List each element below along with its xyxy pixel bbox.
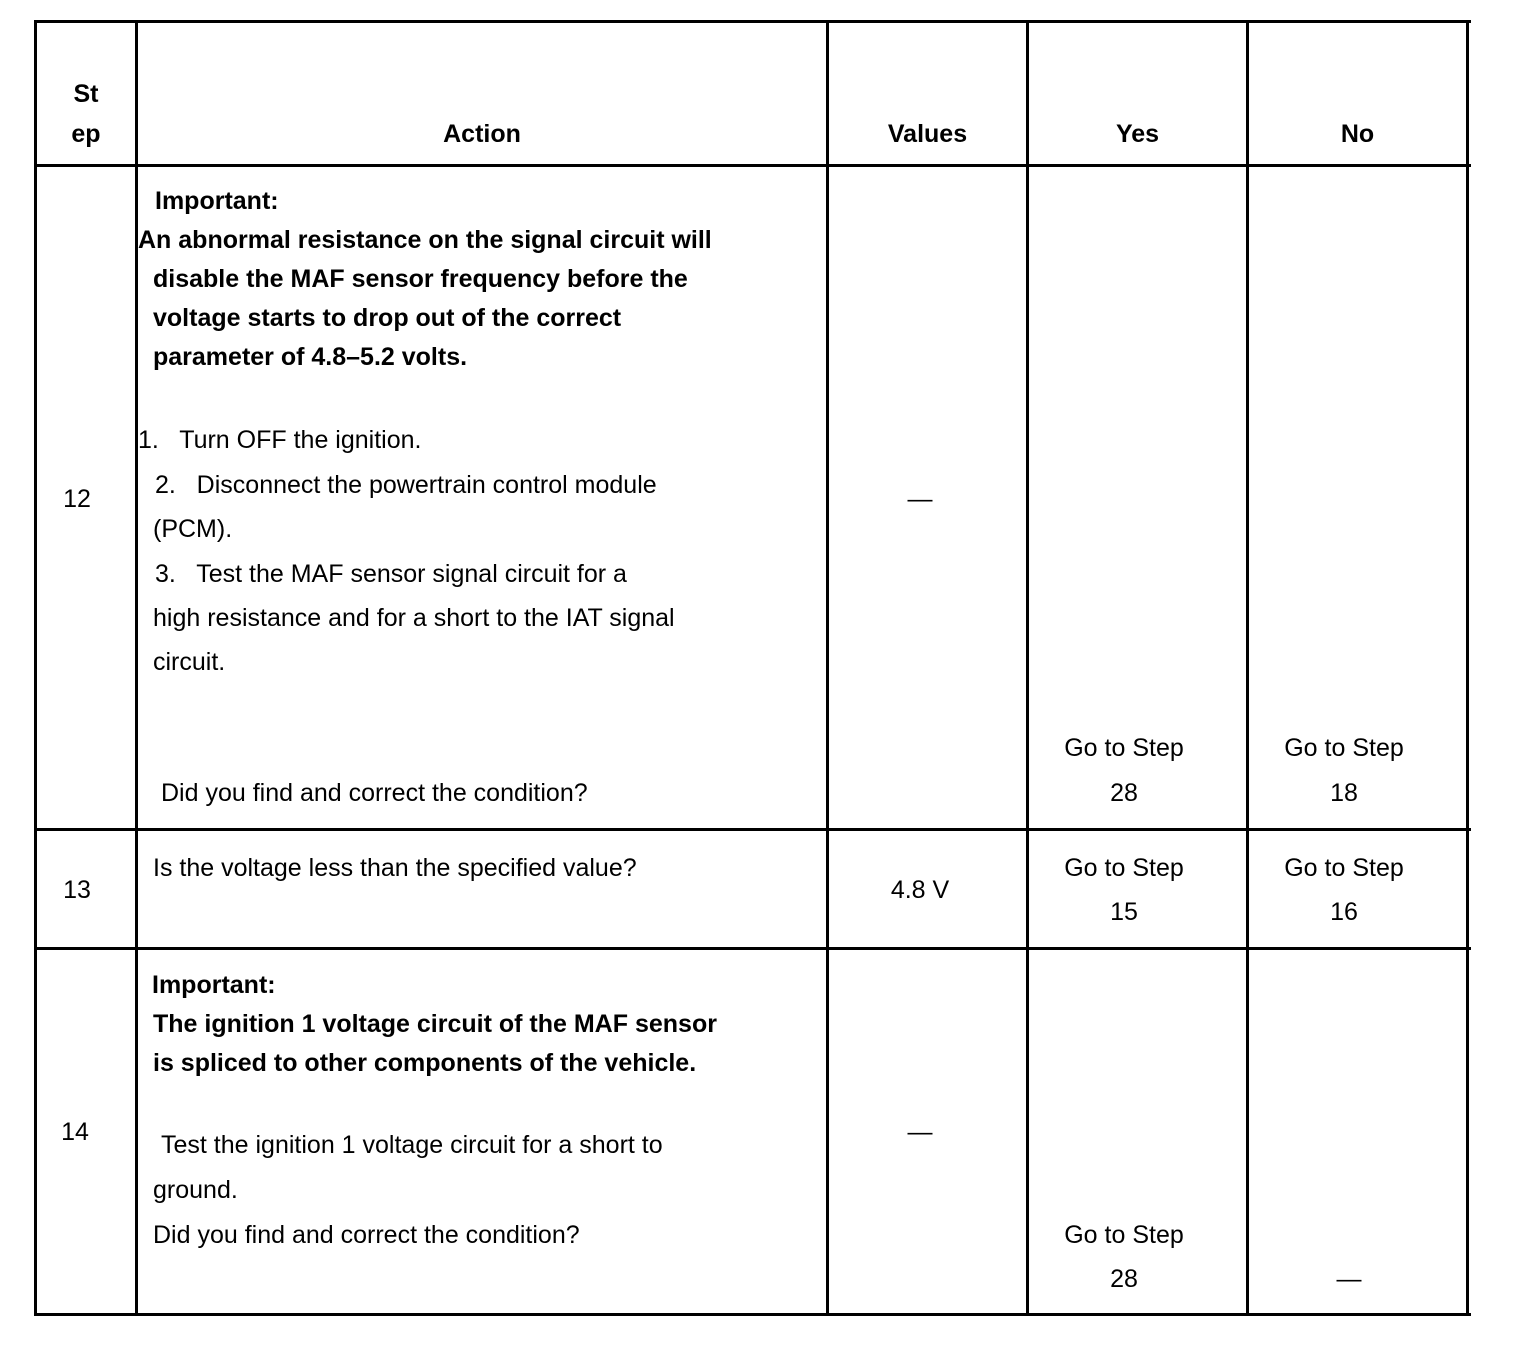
action-step-continuation: high resistance and for a short to the IAT signal [153, 604, 675, 632]
grid-line-row12-bottom [34, 828, 1471, 831]
diagnostic-table [34, 20, 1468, 1316]
step-number: 12 [63, 485, 91, 513]
no-result-line: 18 [1330, 779, 1358, 807]
header-step: St ep [71, 80, 101, 148]
important-text-line: parameter of 4.8–5.2 volts. [153, 343, 468, 371]
value-cell: 4.8 V [890, 876, 950, 904]
important-label: Important: [152, 971, 276, 999]
header-values: Values [887, 120, 968, 148]
action-step-continuation: circuit. [153, 648, 226, 676]
important-text-line: The ignition 1 voltage circuit of the MAF sensor [153, 1010, 717, 1038]
important-label: Important: [155, 187, 279, 215]
no-result-cell: — [1336, 1265, 1362, 1293]
question-text: Did you find and correct the condition? [161, 779, 588, 807]
grid-line-right [1466, 20, 1469, 1316]
grid-line-header-bottom [34, 164, 1471, 167]
no-result-line: 16 [1330, 898, 1358, 926]
grid-line-top [34, 20, 1471, 23]
yes-result-line: 15 [1110, 898, 1138, 926]
action-step: Test the ignition 1 voltage circuit for a short to [161, 1131, 663, 1159]
action-step-continuation: ground. [153, 1176, 238, 1204]
step-number: 14 [61, 1118, 89, 1146]
grid-line-values-yes [1026, 20, 1029, 1316]
action-step: 1. Turn OFF the ignition. [138, 426, 422, 454]
yes-result-line: Go to Step [1064, 734, 1184, 762]
action-step: 3. Test the MAF sensor signal circuit for a [155, 560, 627, 588]
question-text: Did you find and correct the condition? [153, 1221, 580, 1249]
grid-line-step-action [135, 20, 138, 1316]
yes-result-line: 28 [1110, 1265, 1138, 1293]
header-action: Action [443, 120, 521, 148]
important-text-line: is spliced to other components of the vehicle. [153, 1049, 697, 1077]
grid-line-yes-no [1246, 20, 1249, 1316]
step-number: 13 [63, 876, 91, 904]
yes-result-line: Go to Step [1064, 854, 1184, 882]
header-yes: Yes [1115, 120, 1160, 148]
no-result-line: Go to Step [1284, 734, 1404, 762]
yes-result-line: 28 [1110, 779, 1138, 807]
question-text: Is the voltage less than the specified value? [153, 854, 637, 882]
important-text-line: An abnormal resistance on the signal circuit will [138, 226, 712, 254]
no-result-line: Go to Step [1284, 854, 1404, 882]
value-cell: — [907, 1118, 933, 1146]
grid-line-row13-bottom [34, 947, 1471, 950]
action-step: 2. Disconnect the powertrain control module [155, 471, 657, 499]
header-no: No [1340, 120, 1375, 148]
yes-result-line: Go to Step [1064, 1221, 1184, 1249]
important-text-line: voltage starts to drop out of the correct [153, 304, 622, 332]
grid-line-bottom [34, 1313, 1471, 1316]
value-cell: — [907, 485, 933, 513]
important-text-line: disable the MAF sensor frequency before the [153, 265, 688, 293]
action-step-continuation: (PCM). [153, 515, 233, 543]
